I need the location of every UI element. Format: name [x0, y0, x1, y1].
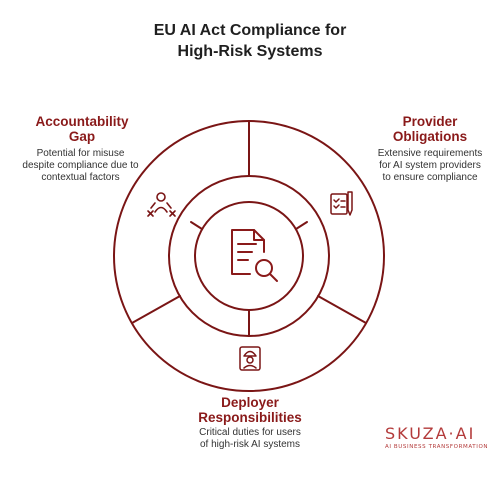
title-line-2: High-Risk Systems — [177, 43, 323, 60]
brand-logo — [385, 424, 497, 450]
provider-heading-line-1: Provider — [402, 114, 458, 129]
accountability-heading-line-1: Accountability — [35, 114, 129, 129]
provider-desc-line-3: to ensure compliance — [382, 172, 478, 183]
divider-right — [318, 296, 366, 323]
accountability-description — [8, 148, 153, 184]
deployer-heading — [175, 395, 325, 425]
provider-heading — [366, 114, 494, 144]
brand-tagline: AI BUSINESS TRANSFORMATION — [385, 444, 489, 450]
title-line-1: EU AI Act Compliance for — [153, 22, 347, 39]
divider-left — [132, 296, 180, 323]
deployer-desc-line-2: of high-risk AI systems — [199, 439, 301, 450]
deployer-desc-line-1: Critical duties for users — [199, 427, 301, 438]
accountability-desc-line-2: despite compliance due to — [22, 160, 139, 171]
accountability-heading — [18, 114, 146, 144]
provider-description — [360, 148, 500, 184]
deployer-description — [175, 427, 325, 451]
worker-icon — [240, 347, 260, 370]
gap-top-right — [296, 222, 307, 229]
person-arrows-icon — [148, 193, 175, 216]
accountability-heading-line-2: Gap — [68, 129, 96, 144]
provider-heading-line-2: Obligations — [392, 129, 468, 144]
document-search-icon — [232, 230, 277, 281]
checklist-pen-icon — [331, 192, 352, 215]
deployer-heading-line-2: Responsibilities — [198, 410, 302, 425]
provider-desc-line-2: for AI system providers — [379, 160, 481, 171]
gap-top-left — [191, 222, 202, 229]
center-circle — [195, 202, 303, 310]
deployer-heading-line-1: Deployer — [221, 395, 279, 410]
provider-desc-line-1: Extensive requirements — [377, 148, 483, 159]
brand-name: SKUZA·AI — [385, 424, 476, 443]
accountability-desc-line-3: contextual factors — [41, 172, 120, 183]
accountability-desc-line-1: Potential for misuse — [36, 148, 125, 159]
